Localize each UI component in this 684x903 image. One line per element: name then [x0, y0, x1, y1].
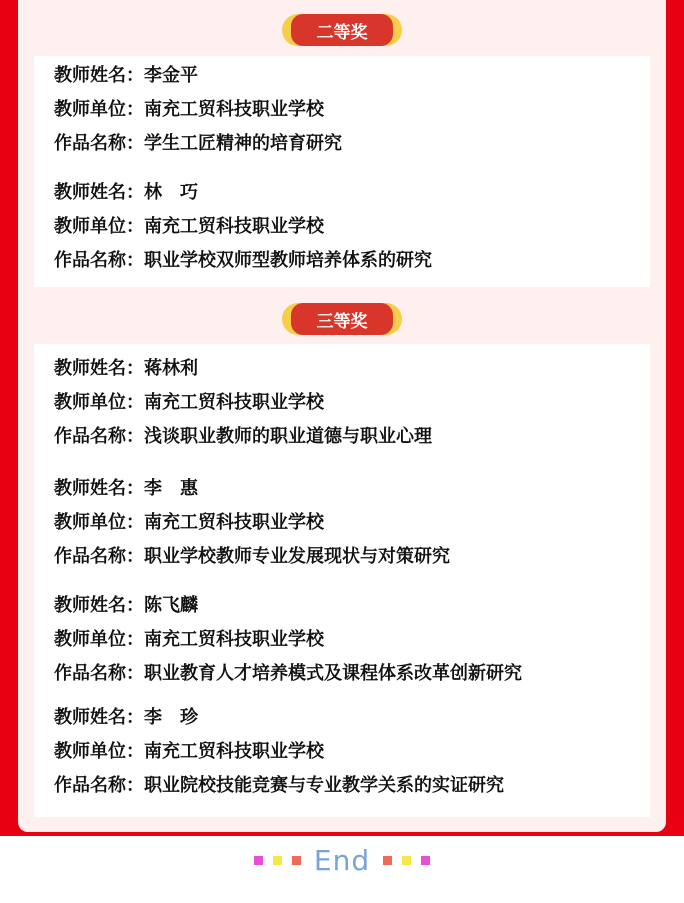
teacher-name: 陈飞麟 [144, 595, 198, 616]
entry-work-row [54, 546, 450, 568]
entry-name-row [54, 707, 198, 729]
entry-name-row [54, 595, 198, 617]
teacher-unit: 南充工贸科技职业学校 [144, 216, 324, 237]
entry-work-row [54, 250, 432, 272]
teacher-name: 李金平 [144, 65, 198, 86]
teacher-name: 李 珍 [144, 707, 198, 728]
entry-name-row [54, 182, 198, 204]
entry-name-row [54, 478, 198, 500]
dot-icon [292, 856, 301, 865]
unit-label: 教师单位： [54, 512, 144, 533]
entry-unit-row [54, 512, 324, 534]
unit-label: 教师单位： [54, 741, 144, 762]
work-title: 学生工匠精神的培育研究 [144, 133, 342, 154]
award-badge-label: 三等奖 [291, 303, 393, 335]
entry-name-row [54, 65, 198, 87]
dot-icon [383, 856, 392, 865]
entry-work-row [54, 426, 432, 448]
teacher-name: 李 惠 [144, 478, 198, 499]
award-badge-label: 二等奖 [291, 14, 393, 46]
work-label: 作品名称： [54, 426, 144, 447]
unit-label: 教师单位： [54, 216, 144, 237]
work-title: 职业学校双师型教师培养体系的研究 [144, 250, 432, 271]
entry-unit-row [54, 629, 324, 651]
work-title: 浅谈职业教师的职业道德与职业心理 [144, 426, 432, 447]
work-label: 作品名称： [54, 133, 144, 154]
teacher-unit: 南充工贸科技职业学校 [144, 629, 324, 650]
end-label: End [313, 843, 371, 877]
unit-label: 教师单位： [54, 99, 144, 120]
teacher-name: 蒋林利 [144, 358, 198, 379]
entry-name-row [54, 358, 198, 380]
work-label: 作品名称： [54, 546, 144, 567]
teacher-unit: 南充工贸科技职业学校 [144, 512, 324, 533]
work-label: 作品名称： [54, 250, 144, 271]
work-label: 作品名称： [54, 663, 144, 684]
dot-icon [402, 856, 411, 865]
name-label: 教师姓名： [54, 478, 144, 499]
dot-icon [421, 856, 430, 865]
award-badge-third [282, 303, 402, 335]
name-label: 教师姓名： [54, 595, 144, 616]
entry-unit-row [54, 99, 324, 121]
award-badge-second [282, 14, 402, 46]
work-title: 职业教育人才培养模式及课程体系改革创新研究 [144, 663, 522, 684]
unit-label: 教师单位： [54, 392, 144, 413]
entry-work-row [54, 775, 504, 797]
teacher-unit: 南充工贸科技职业学校 [144, 392, 324, 413]
teacher-name: 林 巧 [144, 182, 198, 203]
end-footer [0, 844, 684, 876]
entry-unit-row [54, 741, 324, 763]
name-label: 教师姓名： [54, 65, 144, 86]
unit-label: 教师单位： [54, 629, 144, 650]
name-label: 教师姓名： [54, 358, 144, 379]
name-label: 教师姓名： [54, 182, 144, 203]
work-title: 职业院校技能竞赛与专业教学关系的实证研究 [144, 775, 504, 796]
entry-work-row [54, 133, 342, 155]
teacher-unit: 南充工贸科技职业学校 [144, 99, 324, 120]
entry-unit-row [54, 216, 324, 238]
dot-icon [273, 856, 282, 865]
entry-unit-row [54, 392, 324, 414]
entry-work-row [54, 663, 522, 685]
name-label: 教师姓名： [54, 707, 144, 728]
dot-icon [254, 856, 263, 865]
teacher-unit: 南充工贸科技职业学校 [144, 741, 324, 762]
work-title: 职业学校教师专业发展现状与对策研究 [144, 546, 450, 567]
work-label: 作品名称： [54, 775, 144, 796]
